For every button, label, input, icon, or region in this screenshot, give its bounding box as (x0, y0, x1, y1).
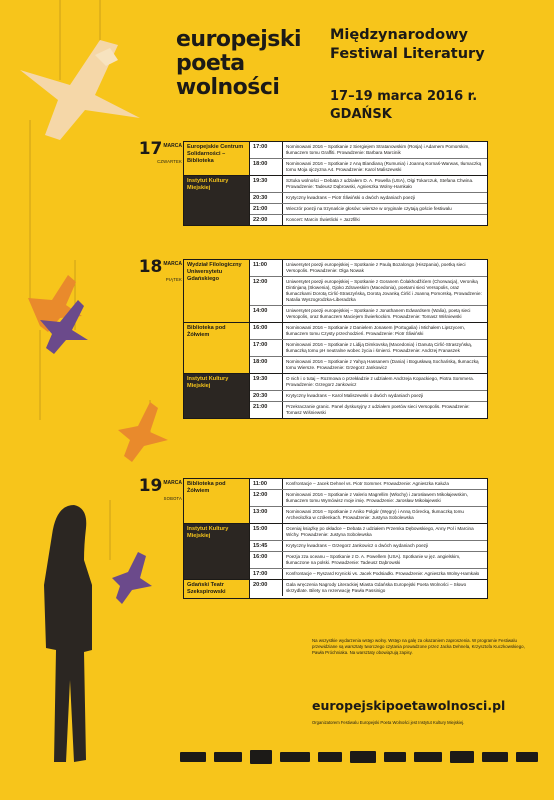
subtitle-line-2: Festiwal Literatury (330, 46, 485, 62)
venue-name: Instytut Kultury Miejskiej (184, 374, 250, 418)
festival-subtitle (330, 26, 485, 64)
event-description: Przekraczanie granic. Panel dyskusyjny z udziałem poetów sieci Versopolis. Prowadzenie: Tomasz Wiśniewski (286, 404, 470, 415)
date-range: 17–19 marca 2016 r. (330, 89, 478, 104)
sponsor-logo (250, 750, 272, 764)
event-description: Nominowani 2016 – Spotkanie z Yahyą Hassanem (Dania) i Bogusławą Sochańską, tłumaczką tomu Wiersze. Prowadzenie: Grzegorz Jankowicz (286, 359, 479, 370)
venue-block (184, 175, 487, 225)
event-row (250, 339, 487, 356)
event-description: Koncert: Marcin Świetlicki + Jazzfilki (286, 217, 360, 222)
event-description: Konfrontacje – Jacek Dehnel vs. Piotr Sommer. Prowadzenie: Agnieszka Kałuża (286, 481, 449, 486)
day-number: 17 (138, 139, 163, 159)
event-row (250, 214, 487, 225)
day-program-table (183, 259, 488, 419)
day-program-table (183, 478, 488, 599)
event-time: 17:00 (250, 340, 283, 356)
event-time: 16:00 (250, 552, 283, 568)
day-number: 19 (138, 476, 163, 496)
venue-name: Europejskie Centrum Solidarności – Biblioteka (184, 142, 250, 175)
day-label (130, 478, 182, 501)
bird-orange-mid-icon (118, 402, 168, 462)
event-description: Sztuka wolności – Debata z udziałem D. A. Powella (USA), Olgi Tokarczuk, Stefana Chwina. Prowadzenie: Tadeusz Dąbrowski, Agnieszka Wolny-Hamkało (286, 178, 474, 189)
organizer-note: Organizatorem Festiwalu Europejski Poeta Wolności jest Instytut Kultury Miejskiej. (312, 720, 465, 725)
event-list (250, 176, 487, 225)
venue-name: Biblioteka pod Żółwiem (184, 323, 250, 373)
venue-name: Gdański Teatr Szekspirowski (184, 580, 250, 598)
sponsor-logo (214, 752, 242, 762)
event-description: Poezja zza oceanu – Spotkanie z D. A. Powellem (USA). Spotkanie w jęz. angielskim, tłumaczone na polski. Prowadzenie: Tadeusz Dąbrowski (286, 554, 461, 565)
event-description: Oceniaj książkę po okładce – Debata z udziałem Przemka Dębowskiego, Anny Pol i Marcina Wichy. Prowadzenie: Justyna Sobolewska (286, 526, 474, 537)
day-month: MARCA (163, 261, 182, 267)
event-description: Uniwersytet poezji europejskiej – Spotkanie z Jonathanem Edwardsem (Walia), poetą sieci Versopolis, oraz tłumaczem Maciejem Świerkockim. Prowadzenie: Tomasz Wiśniewski (286, 308, 471, 319)
venue-name: Biblioteka pod Żółwiem (184, 479, 250, 523)
day-number: 18 (138, 257, 163, 277)
event-row (250, 176, 487, 192)
bird-purple-low-icon (112, 552, 152, 604)
bird-light-icon (20, 40, 140, 140)
day-month: MARCA (163, 143, 182, 149)
event-description: Nominowani 2016 – Spotkanie z Aniko Polgár (Węgry) i Anną Górecką, tłumaczką tomu Archeolożka w czółenkach. Prowadzenie: Justyna Sobolewska (286, 509, 464, 520)
event-time: 20:00 (250, 580, 283, 596)
event-list (250, 323, 487, 373)
event-time: 11:00 (250, 260, 283, 276)
event-description: Krytyczny kwadrans – Karol Maliszewski o dwóch wydaniach poezji (286, 393, 424, 398)
event-list (250, 479, 487, 523)
event-row (250, 192, 487, 203)
event-description: Gala wręczenia Nagrody Literackiej Miasta Gdańska Europejski Poeta Wolności – Słowo skrzydlate. Bilety na rezerwację Pawła Passinigo (286, 582, 467, 593)
venue-block (184, 142, 487, 175)
festival-title (176, 28, 301, 100)
event-time: 19:30 (250, 374, 283, 390)
title-line-1: europejski (176, 27, 302, 52)
event-row (250, 203, 487, 214)
event-time: 12:00 (250, 277, 283, 305)
event-description: Konfrontacje – Ryszard Krynicki vs. Jacek Podsiadło. Prowadzenie: Agnieszka Wolny-Hamkało (286, 571, 480, 576)
event-row (250, 374, 487, 390)
event-time: 19:30 (250, 176, 283, 192)
event-time: 13:00 (250, 507, 283, 523)
sponsor-logo (414, 752, 442, 762)
venue-block (184, 322, 487, 373)
day-weekday: CZWARTEK (157, 159, 182, 164)
event-time: 18:00 (250, 357, 283, 373)
event-row (250, 506, 487, 523)
event-description: Krytyczny kwadrans – Piotr Śliwiński o dwóch wydaniach poezji (286, 195, 415, 200)
event-time: 17:00 (250, 569, 283, 579)
event-time: 22:00 (250, 215, 283, 225)
event-description: Nominowani 2016 – Spotkanie z Lidiją Dimkovską (Macedonia) i Danutą Cirlić-Straszyńską, tłumaczką tomu pH neutralne wobec życia i śmierci. Prowadzenie: Andrzej Franaszek (286, 342, 473, 353)
day-label (130, 259, 182, 282)
event-row (250, 390, 487, 401)
event-time: 15:00 (250, 524, 283, 540)
event-time: 20:30 (250, 193, 283, 203)
event-list (250, 374, 487, 418)
event-time: 15:45 (250, 541, 283, 551)
festival-dates (330, 88, 477, 124)
event-row (250, 524, 487, 540)
event-row (250, 580, 487, 596)
event-row (250, 276, 487, 305)
event-list (250, 142, 487, 175)
venue-block (184, 260, 487, 322)
event-row (250, 158, 487, 175)
website-link[interactable]: europejskipoetawolnosci.pl (312, 698, 506, 713)
event-time: 20:30 (250, 391, 283, 401)
title-line-2: poeta (176, 51, 245, 76)
event-row (250, 323, 487, 339)
sponsor-logo (516, 752, 538, 762)
sponsor-logo (180, 752, 206, 762)
event-row (250, 260, 487, 276)
title-line-3: wolności (176, 75, 280, 100)
event-time: 21:00 (250, 402, 283, 418)
venue-name: Instytut Kultury Miejskiej (184, 176, 250, 225)
event-row (250, 489, 487, 506)
city-name: GDAŃSK (330, 107, 392, 122)
event-description: Nominowani 2016 – Spotkanie z Valerio Magrellim (Włochy) i Jarosławem Mikołajewskim, tłumaczem tomu Wymówisz moje imię. Prowadzenie: Jarosław Mikołajewski (286, 492, 468, 503)
event-row (250, 568, 487, 579)
event-row (250, 401, 487, 418)
sponsor-logo (280, 752, 310, 762)
footer-notes: Na wszystkie wydarzenia wstęp wolny. Wstęp na galę za okazaniem zaproszenia. W programie Festiwalu przewidziane są warsztaty tworczego czytania prowadzone przez Jacka Dehnela, Krzysztofa Kuczkowskiego, Pawła Próchniaka. Na warsztaty obowiązują zapisy. (312, 638, 525, 655)
event-time: 18:00 (250, 159, 283, 175)
venue-block (184, 523, 487, 579)
venue-block (184, 373, 487, 418)
event-row (250, 551, 487, 568)
event-time: 16:00 (250, 323, 283, 339)
venue-name: Instytut Kultury Miejskiej (184, 524, 250, 579)
day-weekday: SOBOTA (163, 496, 182, 501)
day-month: MARCA (163, 480, 182, 486)
event-list (250, 260, 487, 322)
sponsor-logos (180, 742, 540, 772)
sponsor-logo (384, 752, 406, 762)
event-time: 21:00 (250, 204, 283, 214)
event-description: Uniwersytet poezji europejskiej – Spotkanie z Paulą Bozalongo (Hiszpania), poetką sieci Versopolis. Prowadzenie: Olga Nowak (286, 262, 466, 273)
event-row (250, 142, 487, 158)
standing-figure-icon (44, 505, 92, 762)
day-weekday: PIĄTEK (165, 277, 182, 282)
event-time: 11:00 (250, 479, 283, 489)
event-description: Wieczór poezji na trzynaście głosów: wiersze w oryginale czytają goście festiwalu (286, 206, 452, 211)
venue-block (184, 579, 487, 598)
event-list (250, 524, 487, 579)
event-description: Uniwersytet poezji europejskiej – Spotkanie z Goranem Čolakhodžićem (Chorwacja), Veroniką Dintinjaną (Słowenia), Gjoko Zdraveskim (Macedonia), poetami sieci Versopolis, oraz tłumaczkami Dorotą Cirlić-Straszyńską, Dorotą Jovanką Ćirlić i Joanną Pomorską. Prowadzenie: Natalia Wyszogrodzka-Liberadzka (286, 279, 482, 302)
event-row (250, 356, 487, 373)
event-time: 17:00 (250, 142, 283, 158)
day-label (130, 141, 182, 164)
venue-name: Wydział Filologiczny Uniwersytetu Gdańskiego (184, 260, 250, 322)
event-row (250, 305, 487, 322)
sponsor-logo (482, 752, 508, 762)
sponsor-logo (350, 751, 376, 763)
sponsor-logo (450, 751, 474, 763)
event-description: Krytyczny kwadrans – Grzegorz Jankowicz o dwóch wydaniach poezji (286, 543, 428, 548)
day-program-table (183, 141, 488, 226)
event-list (250, 580, 487, 598)
event-description: Nominowani 2016 – Spotkanie z Siergiejem Stratanowskim (Rosja) i Adamem Pomorskim, tłumaczem tomu Graffiti. Prowadzenie: Barbara Marcinik (286, 144, 470, 155)
event-time: 14:00 (250, 306, 283, 322)
event-time: 12:00 (250, 490, 283, 506)
sponsor-logo (318, 752, 342, 762)
event-description: Nominowani 2016 – Spotkanie z Aną Blandianą (Rumunia) i Joanną Kornaś-Warwas, tłumaczką tomu Moja ojczyzna A4. Prowadzenie: Karol Maliszewski (286, 161, 482, 172)
subtitle-line-1: Międzynarodowy (330, 27, 468, 43)
event-row (250, 479, 487, 489)
event-row (250, 540, 487, 551)
event-description: Nominowani 2016 – Spotkanie z Danielem Jonasem (Portugalia) i Michałem Lipszycem, tłumaczem tomu Czysty przechodzień. Prowadzenie: Piotr Śliwiński (286, 325, 465, 336)
event-description: O nich i o tutaj – Rozmowa o przekładzie z udziałem Andrzeja Kopackiego, Piotra Sommera. Prowadzenie: Grzegorz Jankowicz (286, 376, 474, 387)
venue-block (184, 479, 487, 523)
